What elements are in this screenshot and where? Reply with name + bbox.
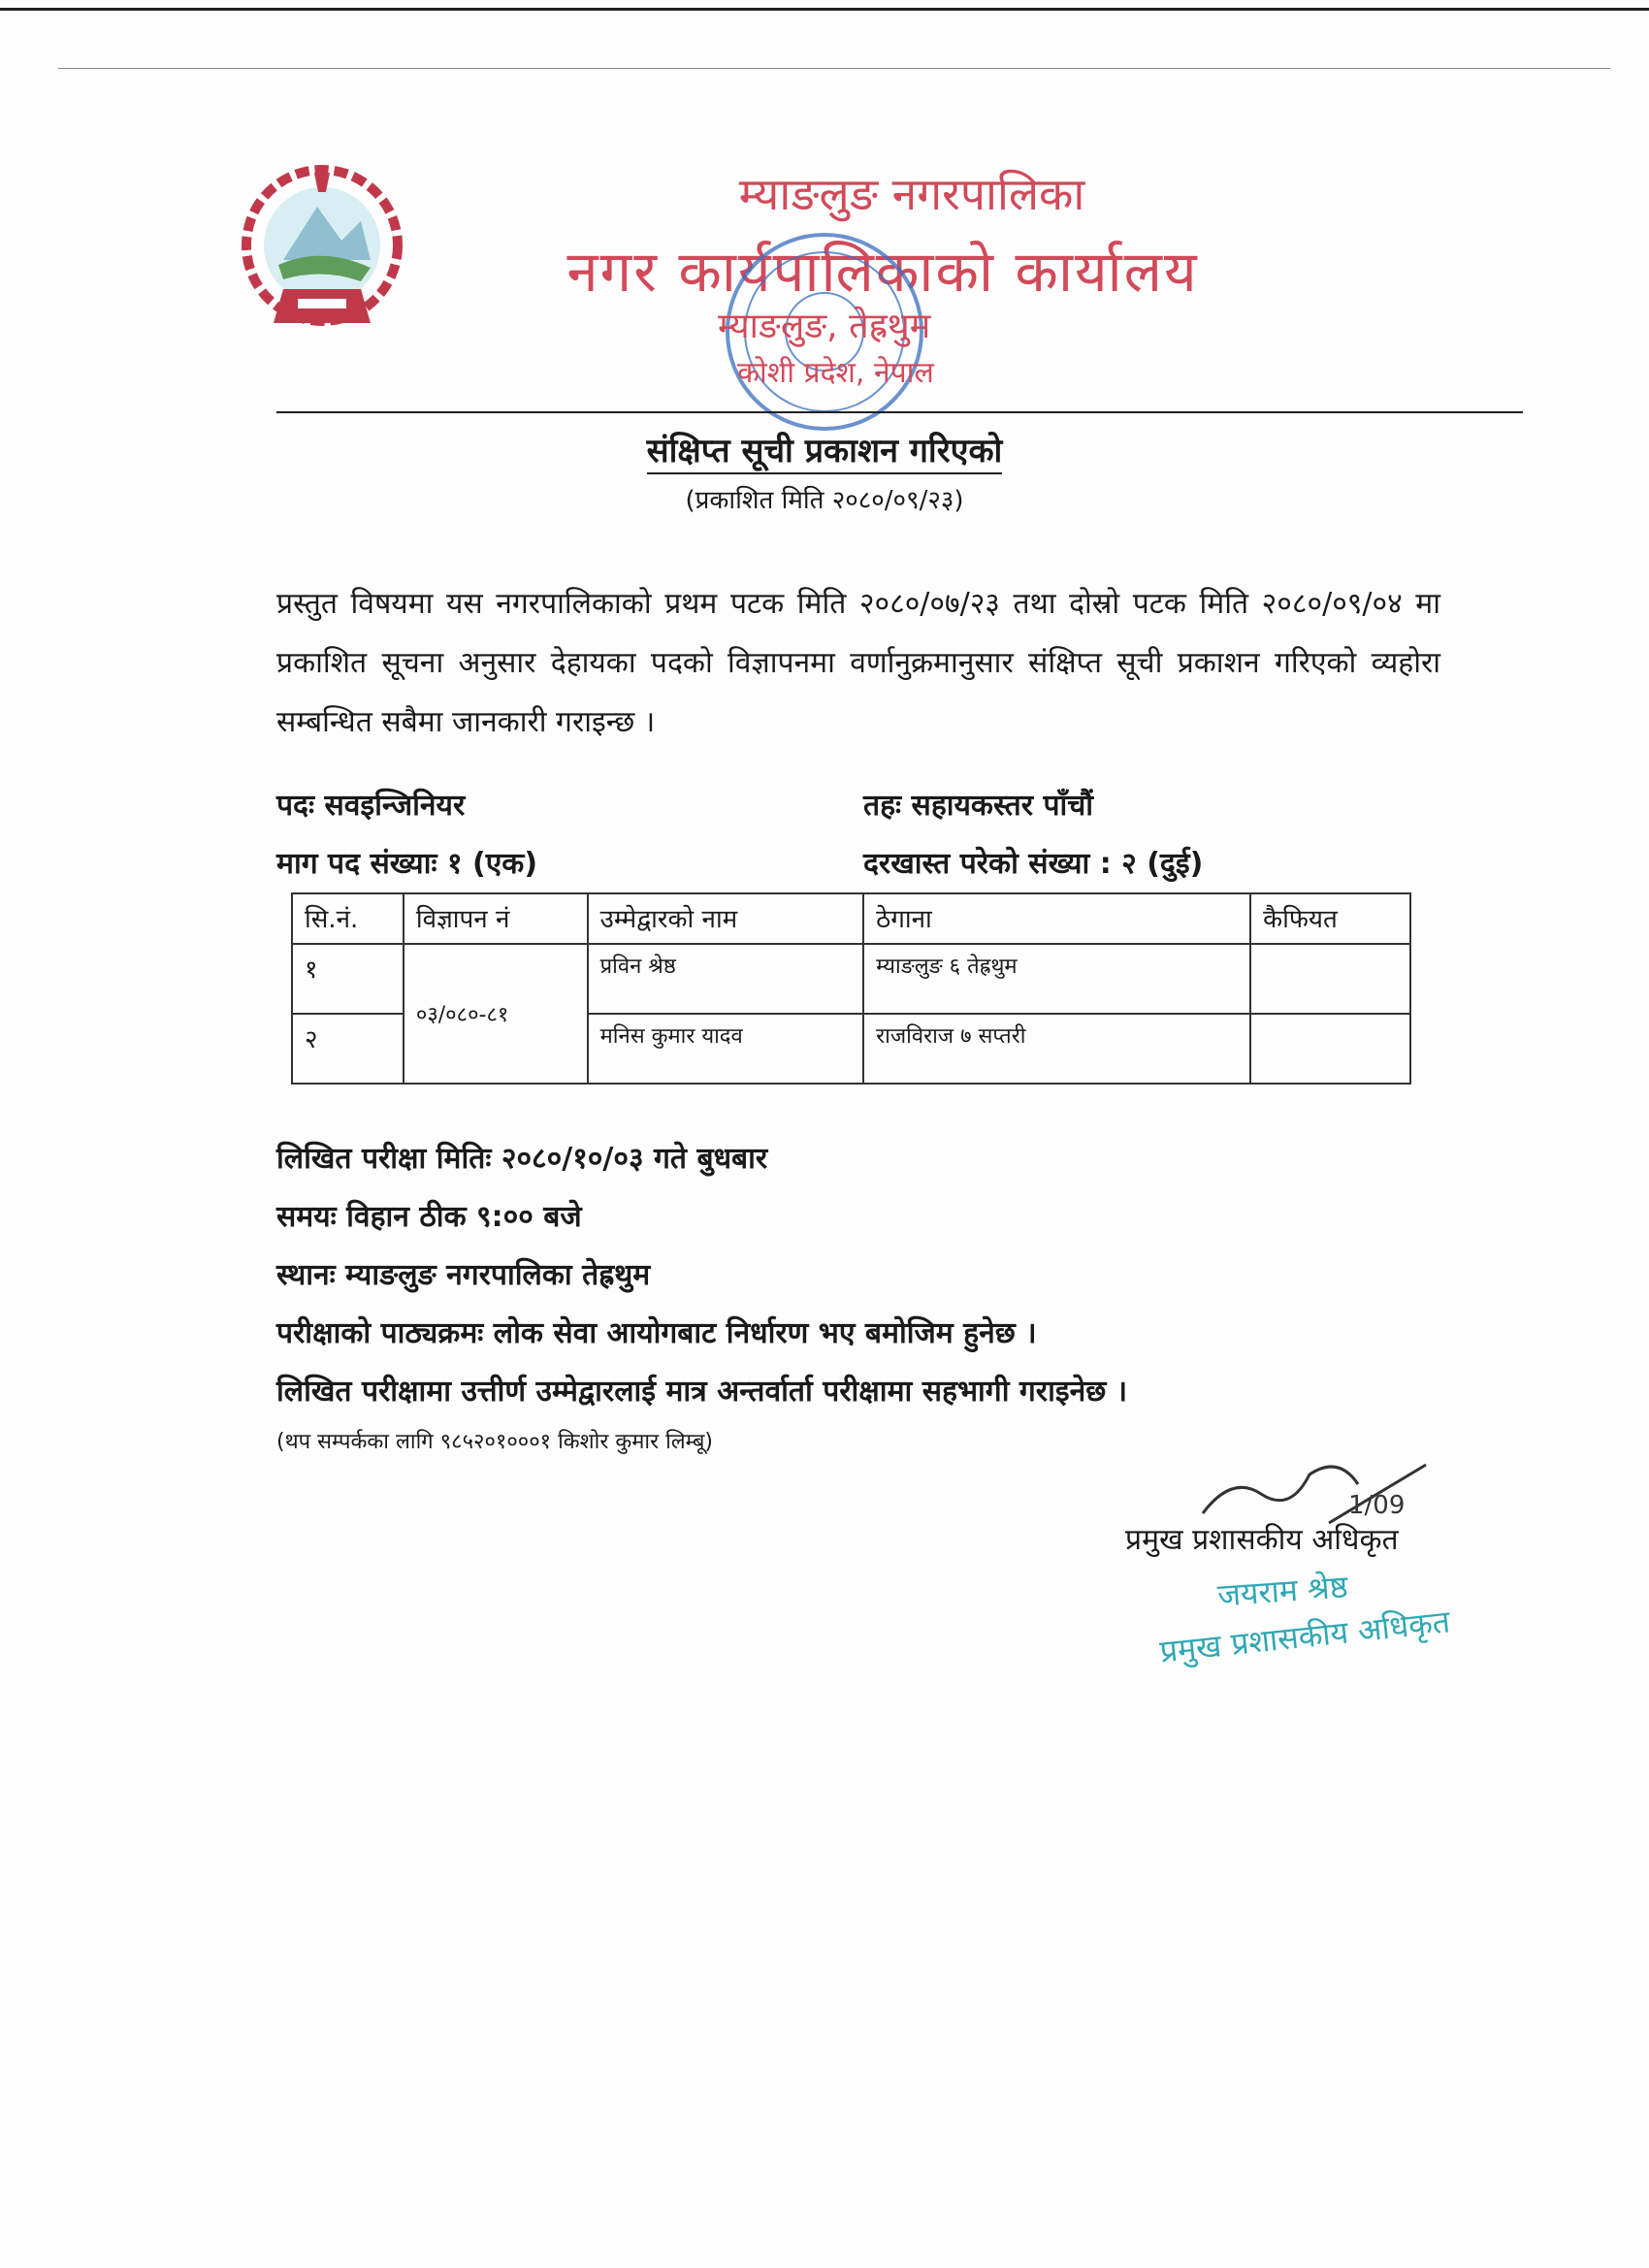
published-date: (प्रकाशित मिति २०८०/०९/२३) <box>685 486 964 515</box>
table-row <box>292 944 1410 1014</box>
office-name: नगर कार्यपालिकाको कार्यालय <box>566 239 1199 305</box>
stamp-title: प्रमुख प्रशासकीय अधिकृत <box>1157 1603 1452 1670</box>
col-ad-no-header: विज्ञापन नं <box>404 893 588 944</box>
exam-venue: स्थानः म्याङलुङ नगरपालिका तेह्रथुम <box>276 1258 651 1292</box>
row-name: मनिस कुमार यादव <box>588 1014 863 1084</box>
post-position: पदः सवइन्जिनियर <box>276 789 466 823</box>
notice-title <box>0 427 1649 471</box>
row-remarks <box>1250 1014 1410 1084</box>
exam-date: लिखित परीक्षा मितिः २०८०/१०/०३ गते बुधबार <box>276 1142 768 1176</box>
stamp-name: जयराम श्रेष्ठ <box>1215 1568 1349 1614</box>
exam-syllabus: परीक्षाको पाठ्यक्रमः लोक सेवा आयोगबाट निर्धारण भए बमोजिम हुनेछ । <box>276 1316 1037 1350</box>
row-sn: २ <box>292 1014 404 1084</box>
header-province: कोशी प्रदेश, नेपाल <box>737 356 934 390</box>
post-demand-count: माग पद संख्याः १ (एक) <box>276 847 538 881</box>
notice-title-text: संक्षिप्त सूची प्रकाशन गरिएको <box>647 432 1003 474</box>
header-separator <box>276 411 1523 413</box>
exam-time: समयः विहान ठीक ९:०० बजे <box>276 1200 582 1234</box>
signatory-title: प्रमुख प्रशासकीय अधिकृत <box>1125 1523 1399 1557</box>
col-name-header: उम्मेद्वारको नाम <box>588 893 863 944</box>
exam-interview-note: लिखित परीक्षामा उत्तीर्ण उम्मेद्वारलाई मात्र अन्तर्वार्ता परीक्षामा सहभागी गराइनेछ । <box>276 1375 1128 1409</box>
signature-date: 1/09 <box>1348 1491 1406 1520</box>
row-ad-no: ०३/०८०-८१ <box>404 944 588 1084</box>
col-sn-header: सि.नं. <box>292 893 404 944</box>
post-level: तहः सहायकस्तर पाँचौं <box>863 789 1094 823</box>
table-header-row <box>292 893 1410 944</box>
col-remarks-header: कैफियत <box>1250 893 1410 944</box>
contact-note: (थप सम्पर्कका लागि ९८५२०१०००१ किशोर कुमार लिम्बू) <box>276 1430 713 1454</box>
header-place: म्याङलुङ, तेह्रथुम <box>718 307 931 346</box>
notice-body: प्रस्तुत विषयमा यस नगरपालिकाको प्रथम पटक मिति २०८०/०७/२३ तथा दोस्रो पटक मिति २०८०/०९/०४ मा प्रकाशित सूचना अनुसार देहायका पदको विज्ञापनमा वर्णानुक्रमानुसार संक्षिप्त सूची प्रकाशन गरिएको व्यहोरा सम्बन्धित सबैमा जानकारी गराइन्छ । <box>276 587 1440 739</box>
top-edge-rule <box>0 8 1649 11</box>
applications-count: दरखास्त परेको संख्या : २ (दुई) <box>863 847 1204 881</box>
candidate-table <box>291 892 1411 1085</box>
row-address: म्याङलुङ ६ तेह्रथुम <box>863 944 1250 1014</box>
row-name: प्रविन श्रेष्ठ <box>588 944 863 1014</box>
header-thin-rule <box>58 68 1610 69</box>
row-remarks <box>1250 944 1410 1014</box>
col-address-header: ठेगाना <box>863 893 1250 944</box>
row-address: राजविराज ७ सप्तरी <box>863 1014 1250 1084</box>
municipality-name: म्याङलुङ नगरपालिका <box>738 168 1085 220</box>
row-sn: १ <box>292 944 404 1014</box>
